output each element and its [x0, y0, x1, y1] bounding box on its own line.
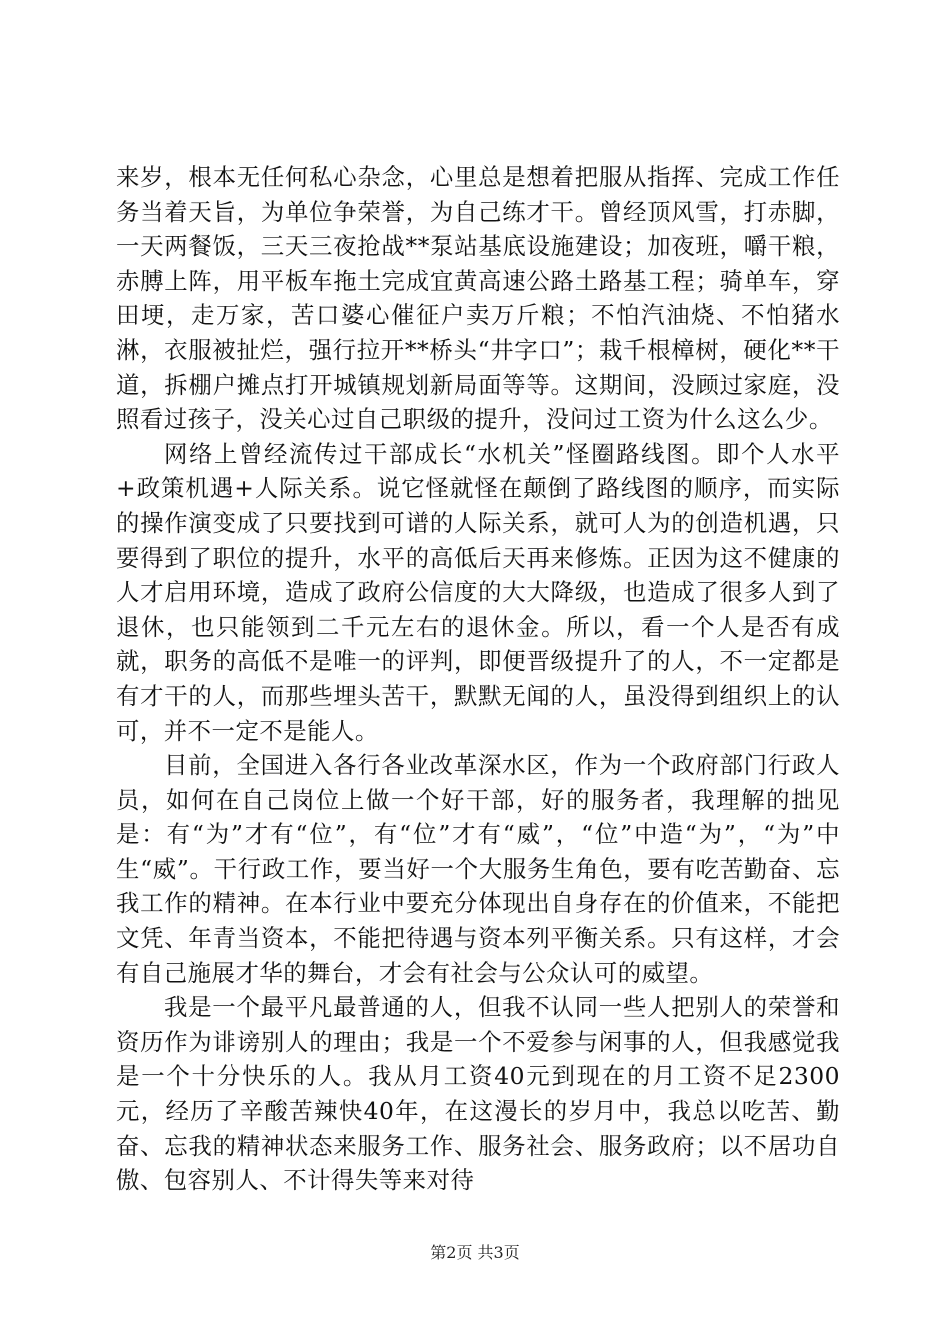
paragraph-3: 目前，全国进入各行各业改革深水区，作为一个政府部门行政人员，如何在自己岗位上做一个好干部，好的服务者，我理解的拙见是：有“为”才有“位”，有“位”才有“威”，“位”中造“为”，“为”中生“威”。干行政工作，要当好一个大服务生角色，要有吃苦勤奋、忘我工作的精神。在本行业中要充分体现出自身存在的价值来，不能把文凭、年青当资本，不能把待遇与资本列平衡关系。只有这样，才会有自己施展才华的舞台，才会有社会与公众认可的威望。: [116, 751, 840, 987]
document-body: [116, 160, 840, 1198]
paragraph-4: 我是一个最平凡最普通的人，但我不认同一些人把别人的荣誉和资历作为诽谤别人的理由；我是一个不爱参与闲事的人，但我感觉我是一个十分快乐的人。我从月工资40元到现在的月工资不足2300元，经历了辛酸苦辣快40年，在这漫长的岁月中，我总以吃苦、勤奋、忘我的精神状态来服务工作、服务社会、服务政府；以不居功自傲、包容别人、不计得失等来对待: [116, 993, 840, 1195]
page-number-label: 第2页 共3页: [430, 1243, 520, 1262]
page-footer: [0, 1243, 950, 1263]
paragraph-1: 来岁，根本无任何私心杂念，心里总是想着把服从指挥、完成工作任务当着天旨，为单位争荣誉，为自己练才干。曾经顶风雪，打赤脚，一天两餐饭，三天三夜抢战**泵站基底设施建设；加夜班，嚼干粮，赤膊上阵，用平板车拖土完成宜黄高速公路土路基工程；骑单车，穿田埂，走万家，苦口婆心催征户卖万斤粮；不怕汽油烧、不怕猪水淋，衣服被扯烂，强行拉开**桥头“井字口”；栽千根樟树，硬化**干道，拆棚户摊点打开城镇规划新局面等等。这期间，没顾过家庭，没照看过孩子，没关心过自己职级的提升，没问过工资为什么这么少。: [116, 163, 840, 434]
paragraph-2: 网络上曾经流传过干部成长“水机关”怪圈路线图。即个人水平+政策机遇+人际关系。说它怪就怪在颠倒了路线图的顺序，而实际的操作演变成了只要找到可谱的人际关系，就可人为的创造机遇，只要得到了职位的提升，水平的高低后天再来修炼。正因为这不健康的人才启用环境，造成了政府公信度的大大降级，也造成了很多人到了退休，也只能领到二千元左右的退休金。所以，看一个人是否有成就，职务的高低不是唯一的评判，即便晋级提升了的人，不一定都是有才干的人，而那些埋头苦干，默默无闻的人，虽没得到组织上的认可，并不一定不是能人。: [116, 439, 840, 745]
